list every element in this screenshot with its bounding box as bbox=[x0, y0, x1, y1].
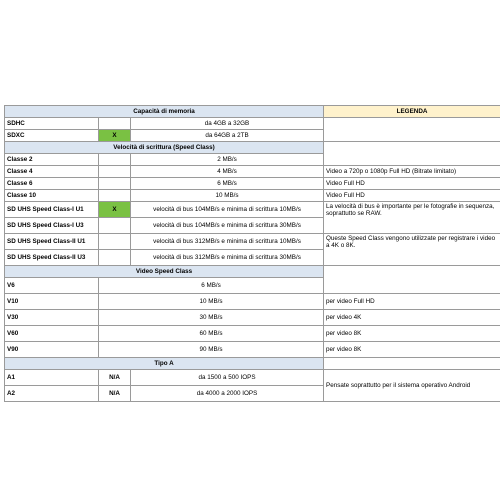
type-a-header-row bbox=[5, 358, 500, 370]
table-row bbox=[5, 310, 500, 326]
capacity-header-row bbox=[5, 106, 500, 118]
row-note: per video 8K bbox=[324, 326, 500, 342]
row-mark-selected: X bbox=[99, 202, 131, 218]
row-mark bbox=[99, 154, 131, 166]
row-value: 10 MB/s bbox=[99, 294, 324, 310]
row-note: per video 8K bbox=[324, 342, 500, 358]
row-value: 30 MB/s bbox=[99, 310, 324, 326]
row-mark bbox=[99, 218, 131, 234]
row-name: SD UHS Speed Class-I U1 bbox=[5, 202, 99, 218]
row-mark bbox=[99, 234, 131, 250]
row-name: A2 bbox=[5, 386, 99, 402]
row-mark bbox=[99, 250, 131, 266]
row-name: V10 bbox=[5, 294, 99, 310]
row-value: velocità di bus 312MB/s e minima di scrittura 30MB/s bbox=[131, 250, 324, 266]
table-row bbox=[5, 342, 500, 358]
row-mark bbox=[99, 178, 131, 190]
row-mark bbox=[99, 118, 131, 130]
legend-empty-cell bbox=[324, 142, 500, 166]
legend-empty-cell bbox=[324, 358, 500, 370]
legend-empty-cell bbox=[324, 266, 500, 294]
row-name: SD UHS Speed Class-II U1 bbox=[5, 234, 99, 250]
row-note: Video a 720p o 1080p Full HD (Bitrate limitato) bbox=[324, 166, 500, 178]
row-value: velocità di bus 104MB/s e minima di scrittura 30MB/s bbox=[131, 218, 324, 234]
row-mark bbox=[99, 190, 131, 202]
table-row bbox=[5, 294, 500, 310]
row-name: Classe 2 bbox=[5, 154, 99, 166]
legend-empty-cell bbox=[324, 118, 500, 142]
row-name: V30 bbox=[5, 310, 99, 326]
row-value: velocità di bus 104MB/s e minima di scrittura 10MB/s bbox=[131, 202, 324, 218]
speed-header-row bbox=[5, 142, 500, 154]
type-a-section-title: Tipo A bbox=[5, 358, 324, 370]
uhs-bus-note: La velocità di bus è importante per le fotografie in sequenza, soprattutto se RAW. bbox=[324, 202, 500, 234]
row-name: A1 bbox=[5, 370, 99, 386]
row-value: 6 MB/s bbox=[99, 278, 324, 294]
row-name: SD UHS Speed Class-II U3 bbox=[5, 250, 99, 266]
table-row bbox=[5, 178, 500, 190]
row-value: 6 MB/s bbox=[131, 178, 324, 190]
row-note: Video Full HD bbox=[324, 178, 500, 190]
row-value: 90 MB/s bbox=[99, 342, 324, 358]
legend-header: LEGENDA bbox=[324, 106, 500, 118]
row-value: 4 MB/s bbox=[131, 166, 324, 178]
row-value: velocità di bus 312MB/s e minima di scrittura 10MB/s bbox=[131, 234, 324, 250]
row-name: Classe 4 bbox=[5, 166, 99, 178]
sd-card-spec-table bbox=[4, 105, 500, 402]
row-note: per video 4K bbox=[324, 310, 500, 326]
table-row bbox=[5, 234, 500, 250]
capacity-section-title: Capacità di memoria bbox=[5, 106, 324, 118]
row-value: da 4GB a 32GB bbox=[131, 118, 324, 130]
speed-section-title: Velocità di scrittura (Speed Class) bbox=[5, 142, 324, 154]
row-note: Video Full HD bbox=[324, 190, 500, 202]
table-row bbox=[5, 166, 500, 178]
table-row bbox=[5, 370, 500, 386]
table-row bbox=[5, 190, 500, 202]
video-section-title: Video Speed Class bbox=[5, 266, 324, 278]
video-header-row bbox=[5, 266, 500, 278]
row-value: da 64GB a 2TB bbox=[131, 130, 324, 142]
row-mark-selected: X bbox=[99, 130, 131, 142]
row-mark bbox=[99, 166, 131, 178]
table-row bbox=[5, 326, 500, 342]
row-name: SDHC bbox=[5, 118, 99, 130]
row-name: Classe 10 bbox=[5, 190, 99, 202]
type-a-note: Pensate soprattutto per il sistema operativo Android bbox=[324, 370, 500, 402]
row-name: SDXC bbox=[5, 130, 99, 142]
uhs-video-note: Queste Speed Class vengono utilizzate per registrare i video a 4K o 8K. bbox=[324, 234, 500, 266]
row-name: SD UHS Speed Class-I U3 bbox=[5, 218, 99, 234]
row-mark: N/A bbox=[99, 370, 131, 386]
sd-card-table-sheet bbox=[4, 105, 500, 402]
row-mark: N/A bbox=[99, 386, 131, 402]
row-name: V90 bbox=[5, 342, 99, 358]
table-row bbox=[5, 118, 500, 130]
row-note: per video Full HD bbox=[324, 294, 500, 310]
row-name: Classe 6 bbox=[5, 178, 99, 190]
row-value: da 1500 a 500 IOPS bbox=[131, 370, 324, 386]
row-value: 10 MB/s bbox=[131, 190, 324, 202]
row-value: 60 MB/s bbox=[99, 326, 324, 342]
row-value: da 4000 a 2000 IOPS bbox=[131, 386, 324, 402]
table-row bbox=[5, 202, 500, 218]
row-name: V6 bbox=[5, 278, 99, 294]
row-value: 2 MB/s bbox=[131, 154, 324, 166]
row-name: V60 bbox=[5, 326, 99, 342]
